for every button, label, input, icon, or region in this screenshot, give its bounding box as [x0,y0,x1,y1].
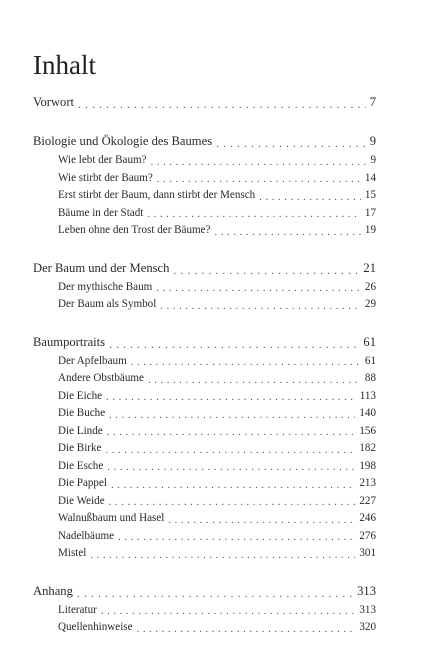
toc-section [33,581,376,637]
toc-subentry[interactable] [33,602,376,620]
dot-leader [77,585,353,598]
toc-page-number: 61 [364,354,376,367]
toc-subentry[interactable] [33,405,376,423]
toc-subentry-title: Andere Obstbäume [58,372,144,384]
toc-subentry-title: Die Weide [58,494,105,507]
toc-chapter-entry[interactable] [33,131,376,152]
toc-section [33,258,376,314]
toc-subentry-title: Die Linde [58,424,103,437]
toc-chapter-entry[interactable] [33,92,376,113]
toc-page-number: 227 [359,494,376,507]
toc-page-number: 198 [359,459,376,472]
toc-page-number: 19 [364,224,376,236]
toc-subentry[interactable] [33,296,376,314]
toc-page-number: 156 [359,424,376,437]
toc-page-number: 7 [369,95,376,109]
dot-leader [118,531,355,542]
toc-subentry-title: Wie stirbt der Baum? [58,171,153,184]
toc-subentry[interactable] [33,187,376,205]
toc-subentry-title: Leben ohne den Trost der Bäume? [58,224,211,236]
toc-page-number: 9 [370,154,376,166]
toc-chapter-entry[interactable] [33,581,376,602]
toc-subentry-title: Der mythische Baum [58,280,153,293]
toc-chapter-title: Baumportraits [33,334,106,349]
toc-chapter-entry[interactable] [33,258,376,279]
toc-subentry-title: Die Birke [58,442,102,454]
toc-page-number: 140 [359,407,376,419]
dot-leader [101,605,356,616]
toc-subentry-title: Walnußbaum und Hasel [58,512,165,524]
toc-chapter-title: Anhang [33,583,73,598]
toc-subentry[interactable] [33,440,376,458]
dot-leader [147,208,361,219]
toc-page-number: 313 [357,583,376,598]
toc-section [33,92,376,113]
toc-subentry[interactable] [33,152,376,170]
toc-chapter-title: Der Baum und der Mensch [33,260,170,275]
toc-page-number: 9 [369,134,376,148]
toc-subentry[interactable] [33,619,376,637]
dot-leader [131,356,361,367]
dot-leader [168,513,355,524]
toc-chapter-entry[interactable] [33,332,376,353]
toc-subentry[interactable] [33,353,376,371]
dot-leader [107,426,356,437]
toc-subentry-title: Die Pappel [58,477,107,489]
dot-leader [156,282,361,293]
toc-subentry[interactable] [33,279,376,297]
dot-leader [216,135,366,148]
toc-subentry[interactable] [33,388,376,406]
toc-section [33,332,376,563]
toc-subentry[interactable] [33,510,376,528]
toc-subentry[interactable] [33,170,376,188]
toc-chapter-title: Biologie und Ökologie des Baumes [33,134,213,148]
toc-subentry-title: Der Baum als Symbol [58,298,157,310]
toc-section [33,131,376,240]
toc-page-number: 113 [359,389,376,402]
dot-leader [173,262,359,275]
toc-subentry[interactable] [33,528,376,546]
dot-leader [259,190,361,201]
dot-leader [137,622,356,633]
page-title: Inhalt [33,50,96,81]
dot-leader [157,173,361,184]
toc-subentry-title: Quellenhinweise [58,621,133,633]
toc-page-number: 276 [359,529,376,542]
dot-leader [109,496,356,507]
toc-subentry[interactable] [33,205,376,223]
toc-page-number: 320 [359,621,376,633]
dot-leader [109,336,359,349]
toc-subentry[interactable] [33,370,376,388]
toc-page-number: 15 [364,189,376,201]
toc-subentry[interactable] [33,222,376,240]
toc-subentry[interactable] [33,545,376,563]
toc-subentry-title: Literatur [58,603,97,616]
toc-page-number: 213 [359,477,376,489]
toc-subentry-title: Mistel [58,547,87,559]
toc-subentry[interactable] [33,493,376,511]
dot-leader [106,391,356,402]
toc-subentry[interactable] [33,423,376,441]
toc-subentry-title: Die Esche [58,459,104,472]
toc-page-number: 26 [364,280,376,293]
toc-subentry[interactable] [33,458,376,476]
toc-page-number: 246 [359,512,376,524]
toc-subentry-title: Die Buche [58,407,106,419]
dot-leader [215,225,361,236]
dot-leader [109,408,355,419]
toc-subentry-title: Bäume in der Stadt [58,206,144,219]
toc-chapter-title: Vorwort [33,95,75,109]
toc-page-number: 21 [363,260,376,275]
toc-subentry-title: Der Apfelbaum [58,354,127,367]
dot-leader [105,443,355,454]
toc-subentry-title: Die Eiche [58,389,103,402]
toc-subentry-title: Erst stirbt der Baum, dann stirbt der Mensch [58,189,256,201]
dot-leader [107,461,355,472]
table-of-contents [33,92,376,637]
dot-leader [90,548,355,559]
toc-subentry-title: Nadelbäume [58,529,115,542]
dot-leader [148,373,361,384]
dot-leader [111,478,355,489]
toc-page-number: 61 [363,334,376,349]
toc-page-number: 29 [364,298,376,310]
toc-page-number: 14 [364,171,376,184]
dot-leader [160,299,361,310]
toc-page-number: 17 [364,206,376,219]
toc-page-number: 313 [359,603,376,616]
toc-subentry-title: Wie lebt der Baum? [58,154,147,166]
toc-page-number: 301 [359,547,376,559]
toc-page-number: 182 [359,442,376,454]
toc-subentry[interactable] [33,475,376,493]
dot-leader [151,155,367,166]
dot-leader [78,96,366,109]
toc-page-number: 88 [364,372,376,384]
